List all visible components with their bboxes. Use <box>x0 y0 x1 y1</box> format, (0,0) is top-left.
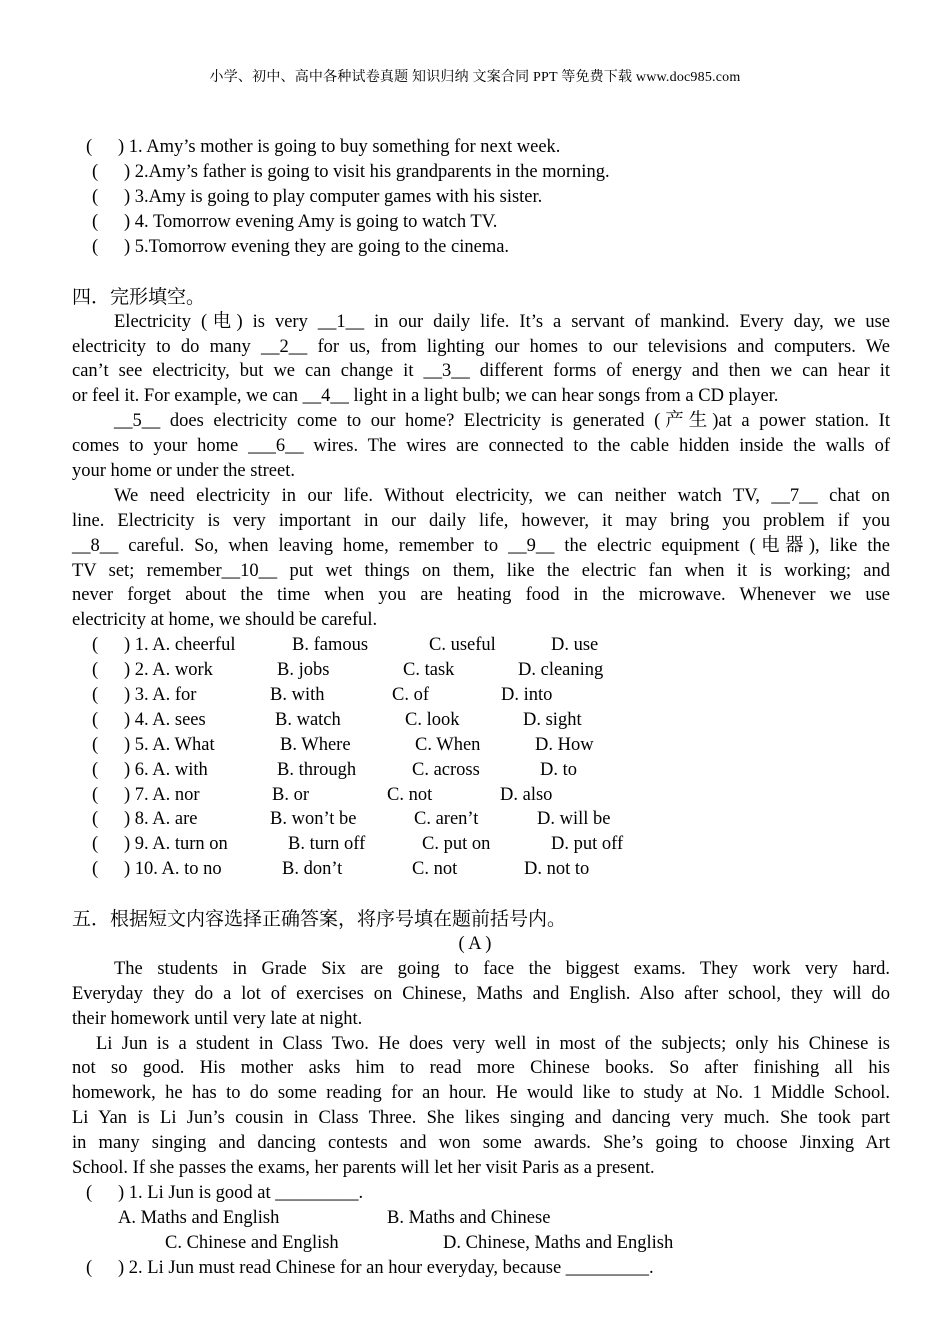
passage-line: line. Electricity is very important in our daily life, however, it may bring you problem if you <box>72 511 890 531</box>
tf-item: ( ) 2.Amy’s father is going to visit his grandparents in the morning. <box>92 162 610 182</box>
passage-line: electricity to do many __2__ for us, from lighting our homes to our televisions and computers. We <box>72 337 890 357</box>
passage-line: TV set; remember__10__ put wet things on them, like the electric fan when it is working; and <box>72 561 890 581</box>
passage-line: can’t see electricity, but we can change it __3__ different forms of energy and then we can hear it <box>72 361 890 381</box>
passage-line: your home or under the street. <box>72 461 295 481</box>
passage-line: School. If she passes the exams, her parents will let her visit Paris as a present. <box>72 1158 655 1178</box>
passage-line: Li Jun is a student in Class Two. He does very well in most of the subjects; only his Chinese is <box>96 1034 890 1054</box>
passage-line: not so good. His mother asks him to read more Chinese books. So after finishing all his <box>72 1058 890 1078</box>
passage-line: or feel it. For example, we can __4__ light in a light bulb; we can hear songs from a CD player. <box>72 386 779 406</box>
section5-title: 五．根据短文内容选择正确答案，将序号填在题前括号内。 <box>72 909 567 930</box>
passage-line: We need electricity in our life. Without electricity, we can neither watch TV, __7__ chat on <box>114 486 890 506</box>
passage-line: in many singing and dancing contests and won some awards. She’s going to choose Jinxing Art <box>72 1133 890 1153</box>
answer-option: C. Chinese and English <box>165 1233 339 1253</box>
page-header: 小学、初中、高中各种试卷真题 知识归纳 文案合同 PPT 等免费下载 www.doc985.com <box>209 70 741 85</box>
passage-line: electricity at home, we should be careful. <box>72 610 378 630</box>
passage-subtitle: ( A ) <box>458 934 492 954</box>
tf-item: ( ) 1. Amy’s mother is going to buy something for next week. <box>86 137 561 157</box>
passage-line: The students in Grade Six are going to face the biggest exams. They work very hard. <box>114 959 890 979</box>
passage-line: Everyday they do a lot of exercises on Chinese, Maths and English. Also after school, they will do <box>72 984 890 1004</box>
tf-item: ( ) 3.Amy is going to play computer games with his sister. <box>92 187 543 207</box>
passage-line: homework, he has to do some reading for an hour. He would like to study at No. 1 Middle School. <box>72 1083 890 1103</box>
answer-option: A. Maths and English <box>118 1208 280 1228</box>
passage-line: their homework until very late at night. <box>72 1009 363 1029</box>
passage-line: __5__ does electricity come to our home? Electricity is generated (产生)at a power station. It <box>114 411 890 431</box>
tf-item: ( ) 5.Tomorrow evening they are going to the cinema. <box>92 237 510 257</box>
passage-line: never forget about the time when you are heating food in the microwave. Whenever we use <box>72 585 890 605</box>
passage-line: Li Yan is Li Jun’s cousin in Class Three. She likes singing and dancing very much. She took part <box>72 1108 890 1128</box>
passage-line: comes to your home ___6__ wires. The wires are connected to the cable hidden inside the walls of <box>72 436 890 456</box>
section4-title: 四．完形填空。 <box>72 287 206 308</box>
passage-line: __8__ careful. So, when leaving home, remember to __9__ the electric equipment (电器), like the <box>72 536 890 556</box>
reading-question: ( ) 2. Li Jun must read Chinese for an hour everyday, because _________. <box>86 1258 654 1278</box>
answer-option: D. Chinese, Maths and English <box>443 1233 674 1253</box>
passage-line: Electricity (电) is very __1__ in our daily life. It’s a servant of mankind. Every day, we use <box>114 312 890 332</box>
tf-item: ( ) 4. Tomorrow evening Amy is going to watch TV. <box>92 212 498 232</box>
reading-question: ( ) 1. Li Jun is good at _________. <box>86 1183 364 1203</box>
answer-option: B. Maths and Chinese <box>387 1208 551 1228</box>
